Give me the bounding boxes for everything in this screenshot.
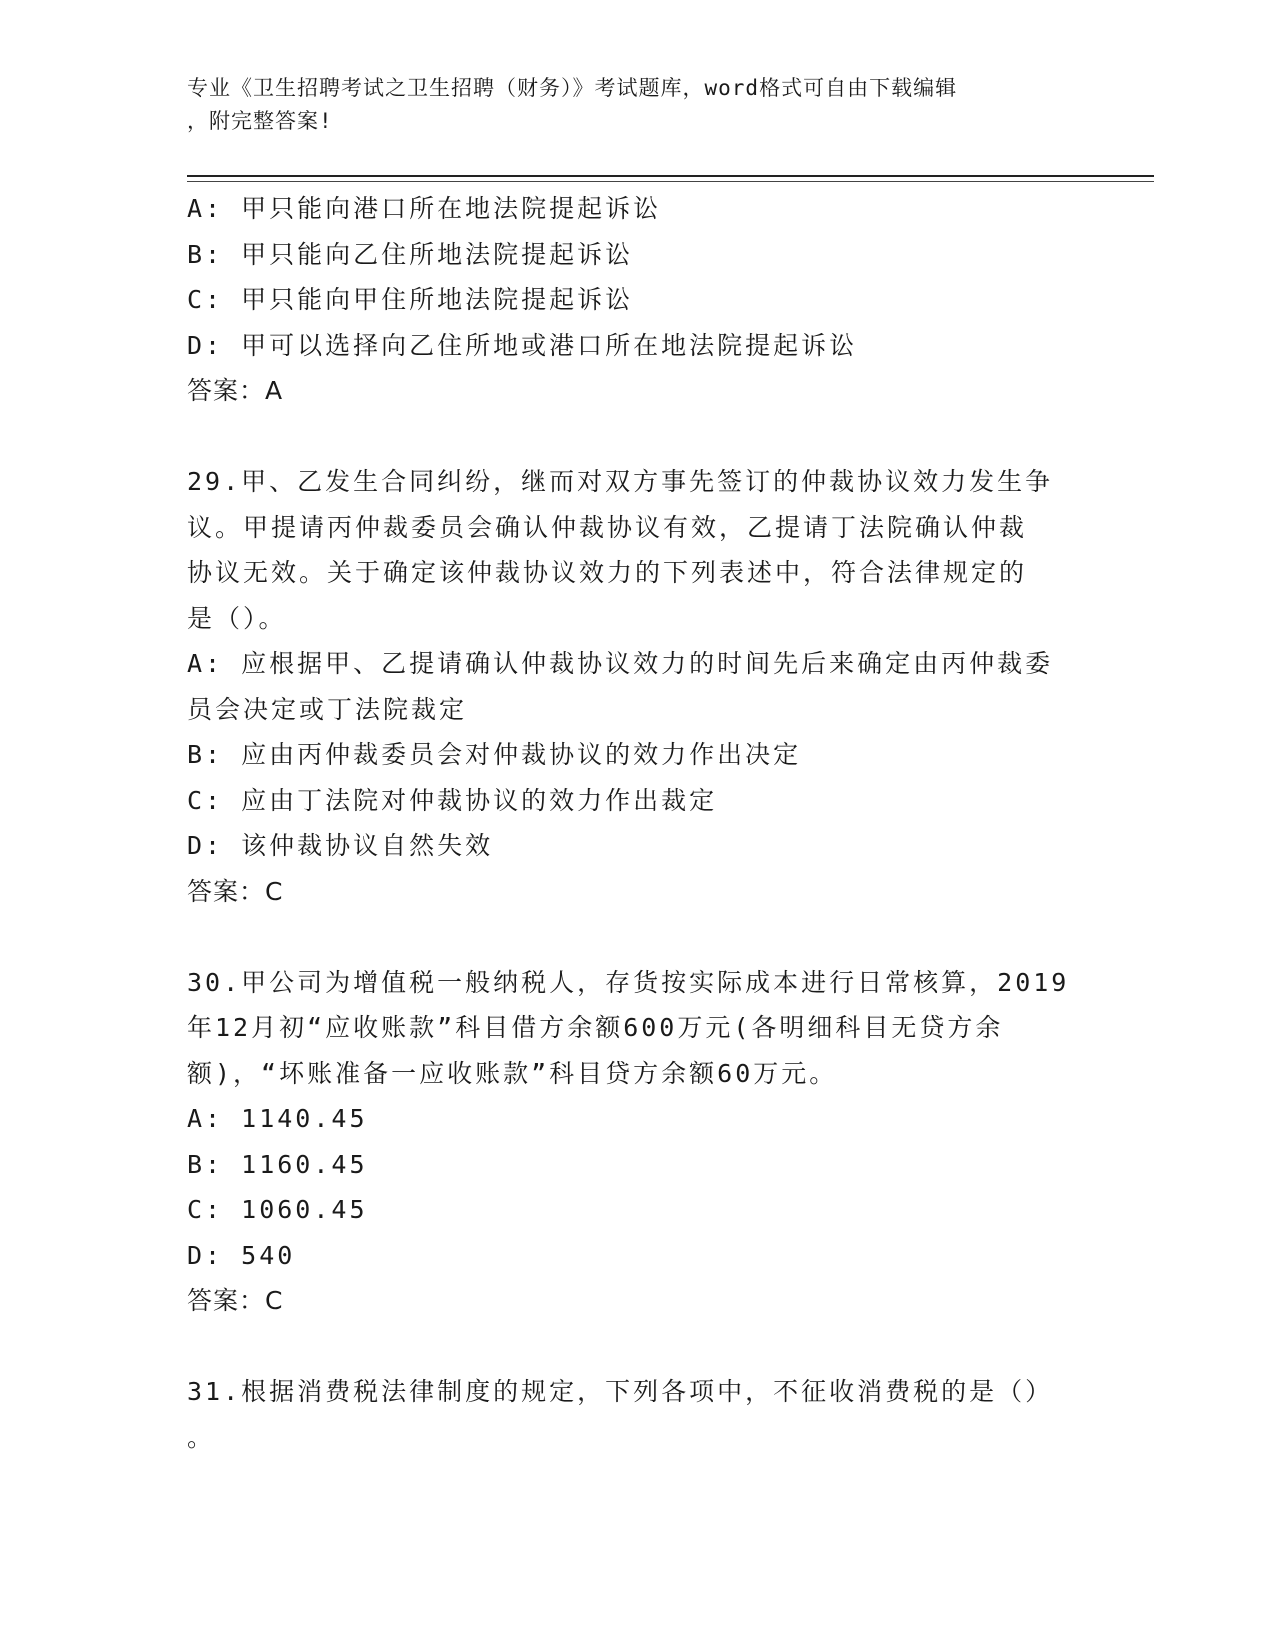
spacer <box>187 914 1087 960</box>
option-a: A: 1140.45 <box>187 1104 368 1133</box>
question-stem-line: 议。甲提请丙仲裁委员会确认仲裁协议有效，乙提请丁法院确认仲裁 <box>187 512 1028 542</box>
question-31 <box>187 1369 1087 1460</box>
option-b: B: 1160.45 <box>187 1149 368 1179</box>
question-28 <box>187 186 1087 414</box>
spacer <box>187 1324 1087 1370</box>
option-b: B: 应由丙仲裁委员会对仲裁协议的效力作出决定 <box>187 740 802 769</box>
document-header <box>187 72 1067 138</box>
option-a-continued: 员会决定或丁法院裁定 <box>187 694 468 724</box>
option-b: B: 甲只能向乙住所地法院提起诉讼 <box>187 239 634 269</box>
question-stem-line: 30.甲公司为增值税一般纳税人，存货按实际成本进行日常核算，2019 <box>187 967 1070 997</box>
header-divider-thick <box>187 175 1154 177</box>
option-d: D: 540 <box>187 1240 296 1270</box>
question-stem-line: 年12月初“应收账款”科目借方余额600万元(各明细科目无贷方余 <box>187 1013 1004 1042</box>
option-c: C: 应由丁法院对仲裁协议的效力作出裁定 <box>187 785 718 815</box>
question-stem-line: 协议无效。关于确定该仲裁协议效力的下列表述中，符合法律规定的 <box>187 558 1028 587</box>
header-line-2: ，附完整答案! <box>187 109 333 133</box>
question-30 <box>187 960 1087 1324</box>
spacer <box>187 414 1087 460</box>
question-stem-line: 31.根据消费税法律制度的规定，下列各项中，不征收消费税的是（） <box>187 1377 1054 1406</box>
question-29 <box>187 459 1087 914</box>
question-stem-line: 是（）。 <box>187 603 287 633</box>
answer: 答案：C <box>187 1286 284 1315</box>
option-d: D: 甲可以选择向乙住所地或港口所在地法院提起诉讼 <box>187 330 858 360</box>
document-body <box>187 186 1087 1460</box>
question-stem-line: 。 <box>187 1422 216 1452</box>
header-divider-thin <box>187 181 1154 182</box>
option-c: C: 1060.45 <box>187 1195 368 1224</box>
option-c: C: 甲只能向甲住所地法院提起诉讼 <box>187 285 634 314</box>
question-stem-line: 29.甲、乙发生合同纠纷，继而对双方事先签订的仲裁协议效力发生争 <box>187 467 1054 496</box>
answer: 答案：C <box>187 876 284 906</box>
option-a: A: 应根据甲、乙提请确认仲裁协议效力的时间先后来确定由丙仲裁委 <box>187 649 1054 678</box>
question-stem-line: 额)，“坏账准备一应收账款”科目贷方余额60万元。 <box>187 1058 838 1088</box>
option-a: A: 甲只能向港口所在地法院提起诉讼 <box>187 194 662 223</box>
answer: 答案：A <box>187 376 284 405</box>
header-line-1: 专业《卫生招聘考试之卫生招聘（财务）》考试题库，word格式可自由下载编辑 <box>187 76 958 100</box>
option-d: D: 该仲裁协议自然失效 <box>187 831 494 860</box>
